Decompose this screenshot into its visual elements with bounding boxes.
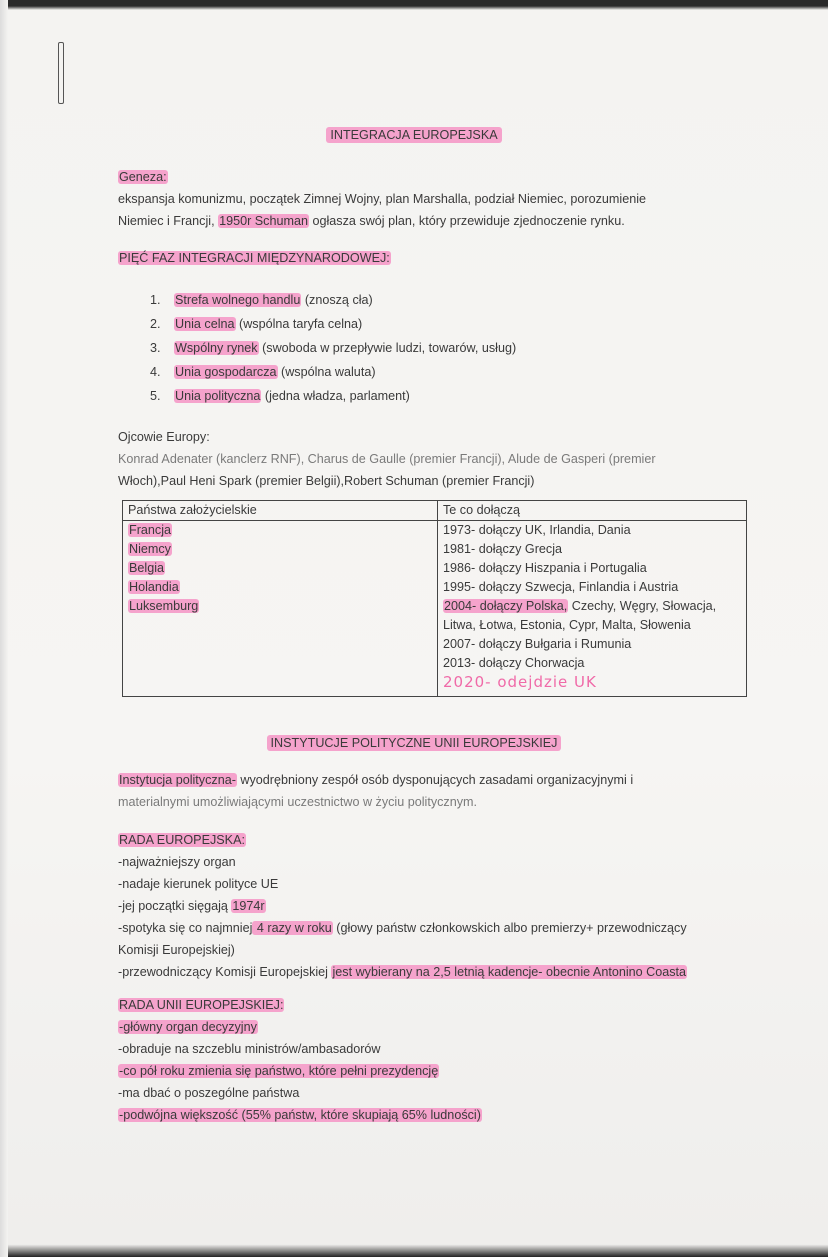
heading-text: PIĘĆ FAZ INTEGRACJI MIĘDZYNARODOWEJ:	[119, 251, 390, 265]
geneza-line	[118, 210, 758, 232]
phase-desc: (wspólna waluta)	[277, 365, 376, 379]
num: 3.	[150, 341, 161, 355]
bullet-line: -ma dbać o poszególne państwa	[118, 1086, 300, 1100]
founder: Francja	[129, 523, 171, 537]
founder: Holandia	[129, 580, 179, 594]
joined-entry: Litwa, Łotwa, Estonia, Cypr, Malta, Słowenia	[443, 618, 691, 632]
rada-ue-section	[118, 994, 758, 1126]
rada-europejska-section	[118, 829, 758, 983]
countries-table	[122, 500, 747, 697]
num: 2.	[150, 317, 161, 331]
text: wyodrębniony zespół osób dysponujących zasadami organizacyjnymi i	[236, 773, 634, 787]
num: 4.	[150, 365, 161, 379]
bullet-line: -główny organ decyzyjny	[119, 1020, 257, 1034]
text: -przewodniczący Komisji Europejskiej	[118, 965, 332, 979]
geneza-line: ekspansja komunizmu, początek Zimnej Wojny, plan Marshalla, podział Niemiec, porozumienie	[118, 192, 647, 206]
institutions-title	[0, 736, 828, 750]
num: 5.	[150, 389, 161, 403]
founder: Luksemburg	[129, 599, 199, 613]
text: (głowy państw członkowskich albo premierzy+ przewodniczący	[332, 921, 687, 935]
joined-entry	[443, 597, 741, 616]
document-title	[0, 128, 828, 142]
binder-clip	[58, 42, 64, 104]
table-header-row	[123, 501, 747, 521]
founder: Niemcy	[129, 542, 171, 556]
phases-heading	[118, 247, 758, 269]
bullet-line: -nadaje kierunek polityce UE	[118, 877, 279, 891]
phase-desc: (wspólna taryfa celna)	[235, 317, 363, 331]
text: Czechy, Węgry, Słowacja,	[571, 599, 717, 613]
text: ogłasza swój plan, który przewiduje zjednoczenie rynku.	[309, 214, 625, 228]
fathers-line: Włoch),Paul Heni Spark (premier Belgii),Robert Schuman (premier Francji)	[118, 474, 535, 488]
highlight: jest wybierany na 2,5 letnią kadencje- obecnie Antonino Coasta	[332, 965, 687, 979]
title-text: INTEGRACJA EUROPEJSKA	[326, 127, 501, 143]
joined-entry: 1995- dołączy Szwecja, Finlandia i Austria	[443, 580, 679, 594]
bullet-line	[118, 917, 758, 939]
geneza-label: Geneza:	[119, 170, 167, 184]
phase-name: Unia gospodarcza	[175, 365, 277, 379]
text: Niemiec i Francji,	[118, 214, 219, 228]
list-item	[150, 384, 516, 408]
text: -spotyka się co najmniej	[118, 921, 253, 935]
bullet-line	[118, 961, 758, 983]
joined-cell	[438, 521, 747, 697]
bullet-line: -podwójna większość (55% państw, które skupiają 65% ludności)	[119, 1108, 481, 1122]
highlight: 1974r	[232, 899, 265, 913]
founders-cell	[123, 521, 438, 697]
bullet-line	[118, 895, 758, 917]
header-founders: Państwa założycielskie	[123, 501, 438, 521]
phase-name: Unia polityczna	[175, 389, 261, 403]
list-item	[150, 360, 516, 384]
definition-line: materialnymi umożliwiającymi uczestnictwo w życiu politycznym.	[118, 795, 478, 809]
highlight: 4 razy w roku	[253, 921, 332, 935]
joined-entry: 1986- dołączy Hiszpania i Portugalia	[443, 561, 647, 575]
definition	[118, 769, 758, 813]
highlight: 2004- dołączy Polska,	[444, 599, 568, 613]
highlight: 1950r Schuman	[219, 214, 308, 228]
phase-desc: (jedna władza, parlament)	[261, 389, 410, 403]
title-text: INSTYTUCJE POLITYCZNE UNII EUROPEJSKIEJ	[267, 735, 562, 751]
bullet-line: -co pół roku zmienia się państwo, które pełni prezydencję	[119, 1064, 439, 1078]
text: -jej początki sięgają	[118, 899, 232, 913]
paper-edge	[0, 0, 8, 1257]
list-item	[150, 288, 516, 312]
phase-name: Strefa wolnego handlu	[175, 293, 301, 307]
num: 1.	[150, 293, 161, 307]
header-joined: Te co dołączą	[438, 501, 747, 521]
list-item	[150, 336, 516, 360]
phase-desc: (znoszą cła)	[301, 293, 373, 307]
bullet-line: -obraduje na szczeblu ministrów/ambasadorów	[118, 1042, 381, 1056]
joined-entry: 1981- dołączy Grecja	[443, 542, 563, 556]
geneza-section	[118, 166, 758, 232]
phase-desc: (swoboda w przepływie ludzi, towarów, usług)	[258, 341, 517, 355]
highlight: Instytucja polityczna-	[119, 773, 236, 787]
joined-entry: 2013- dołączy Chorwacja	[443, 656, 585, 670]
section-heading: RADA UNII EUROPEJSKIEJ:	[119, 998, 284, 1012]
founder: Belgia	[129, 561, 165, 575]
phases-list	[150, 288, 516, 408]
joined-entry: 1973- dołączy UK, Irlandia, Dania	[443, 523, 631, 537]
phase-name: Unia celna	[175, 317, 235, 331]
bullet-line: -najważniejszy organ	[118, 855, 236, 869]
fathers-line: Konrad Adenater (kanclerz RNF), Charus de Gaulle (premier Francji), Alude de Gasperi (premier	[118, 452, 656, 466]
joined-entry: 2007- dołączy Bułgaria i Rumunia	[443, 637, 632, 651]
section-heading: RADA EUROPEJSKA:	[119, 833, 245, 847]
fathers-label: Ojcowie Europy:	[118, 430, 210, 444]
fathers-section	[118, 426, 758, 492]
table-row	[123, 521, 747, 697]
bullet-line: Komisji Europejskiej)	[118, 943, 235, 957]
handwritten-note: 2020- odejdzie UK	[443, 673, 597, 691]
phase-name: Wspólny rynek	[175, 341, 258, 355]
list-item	[150, 312, 516, 336]
